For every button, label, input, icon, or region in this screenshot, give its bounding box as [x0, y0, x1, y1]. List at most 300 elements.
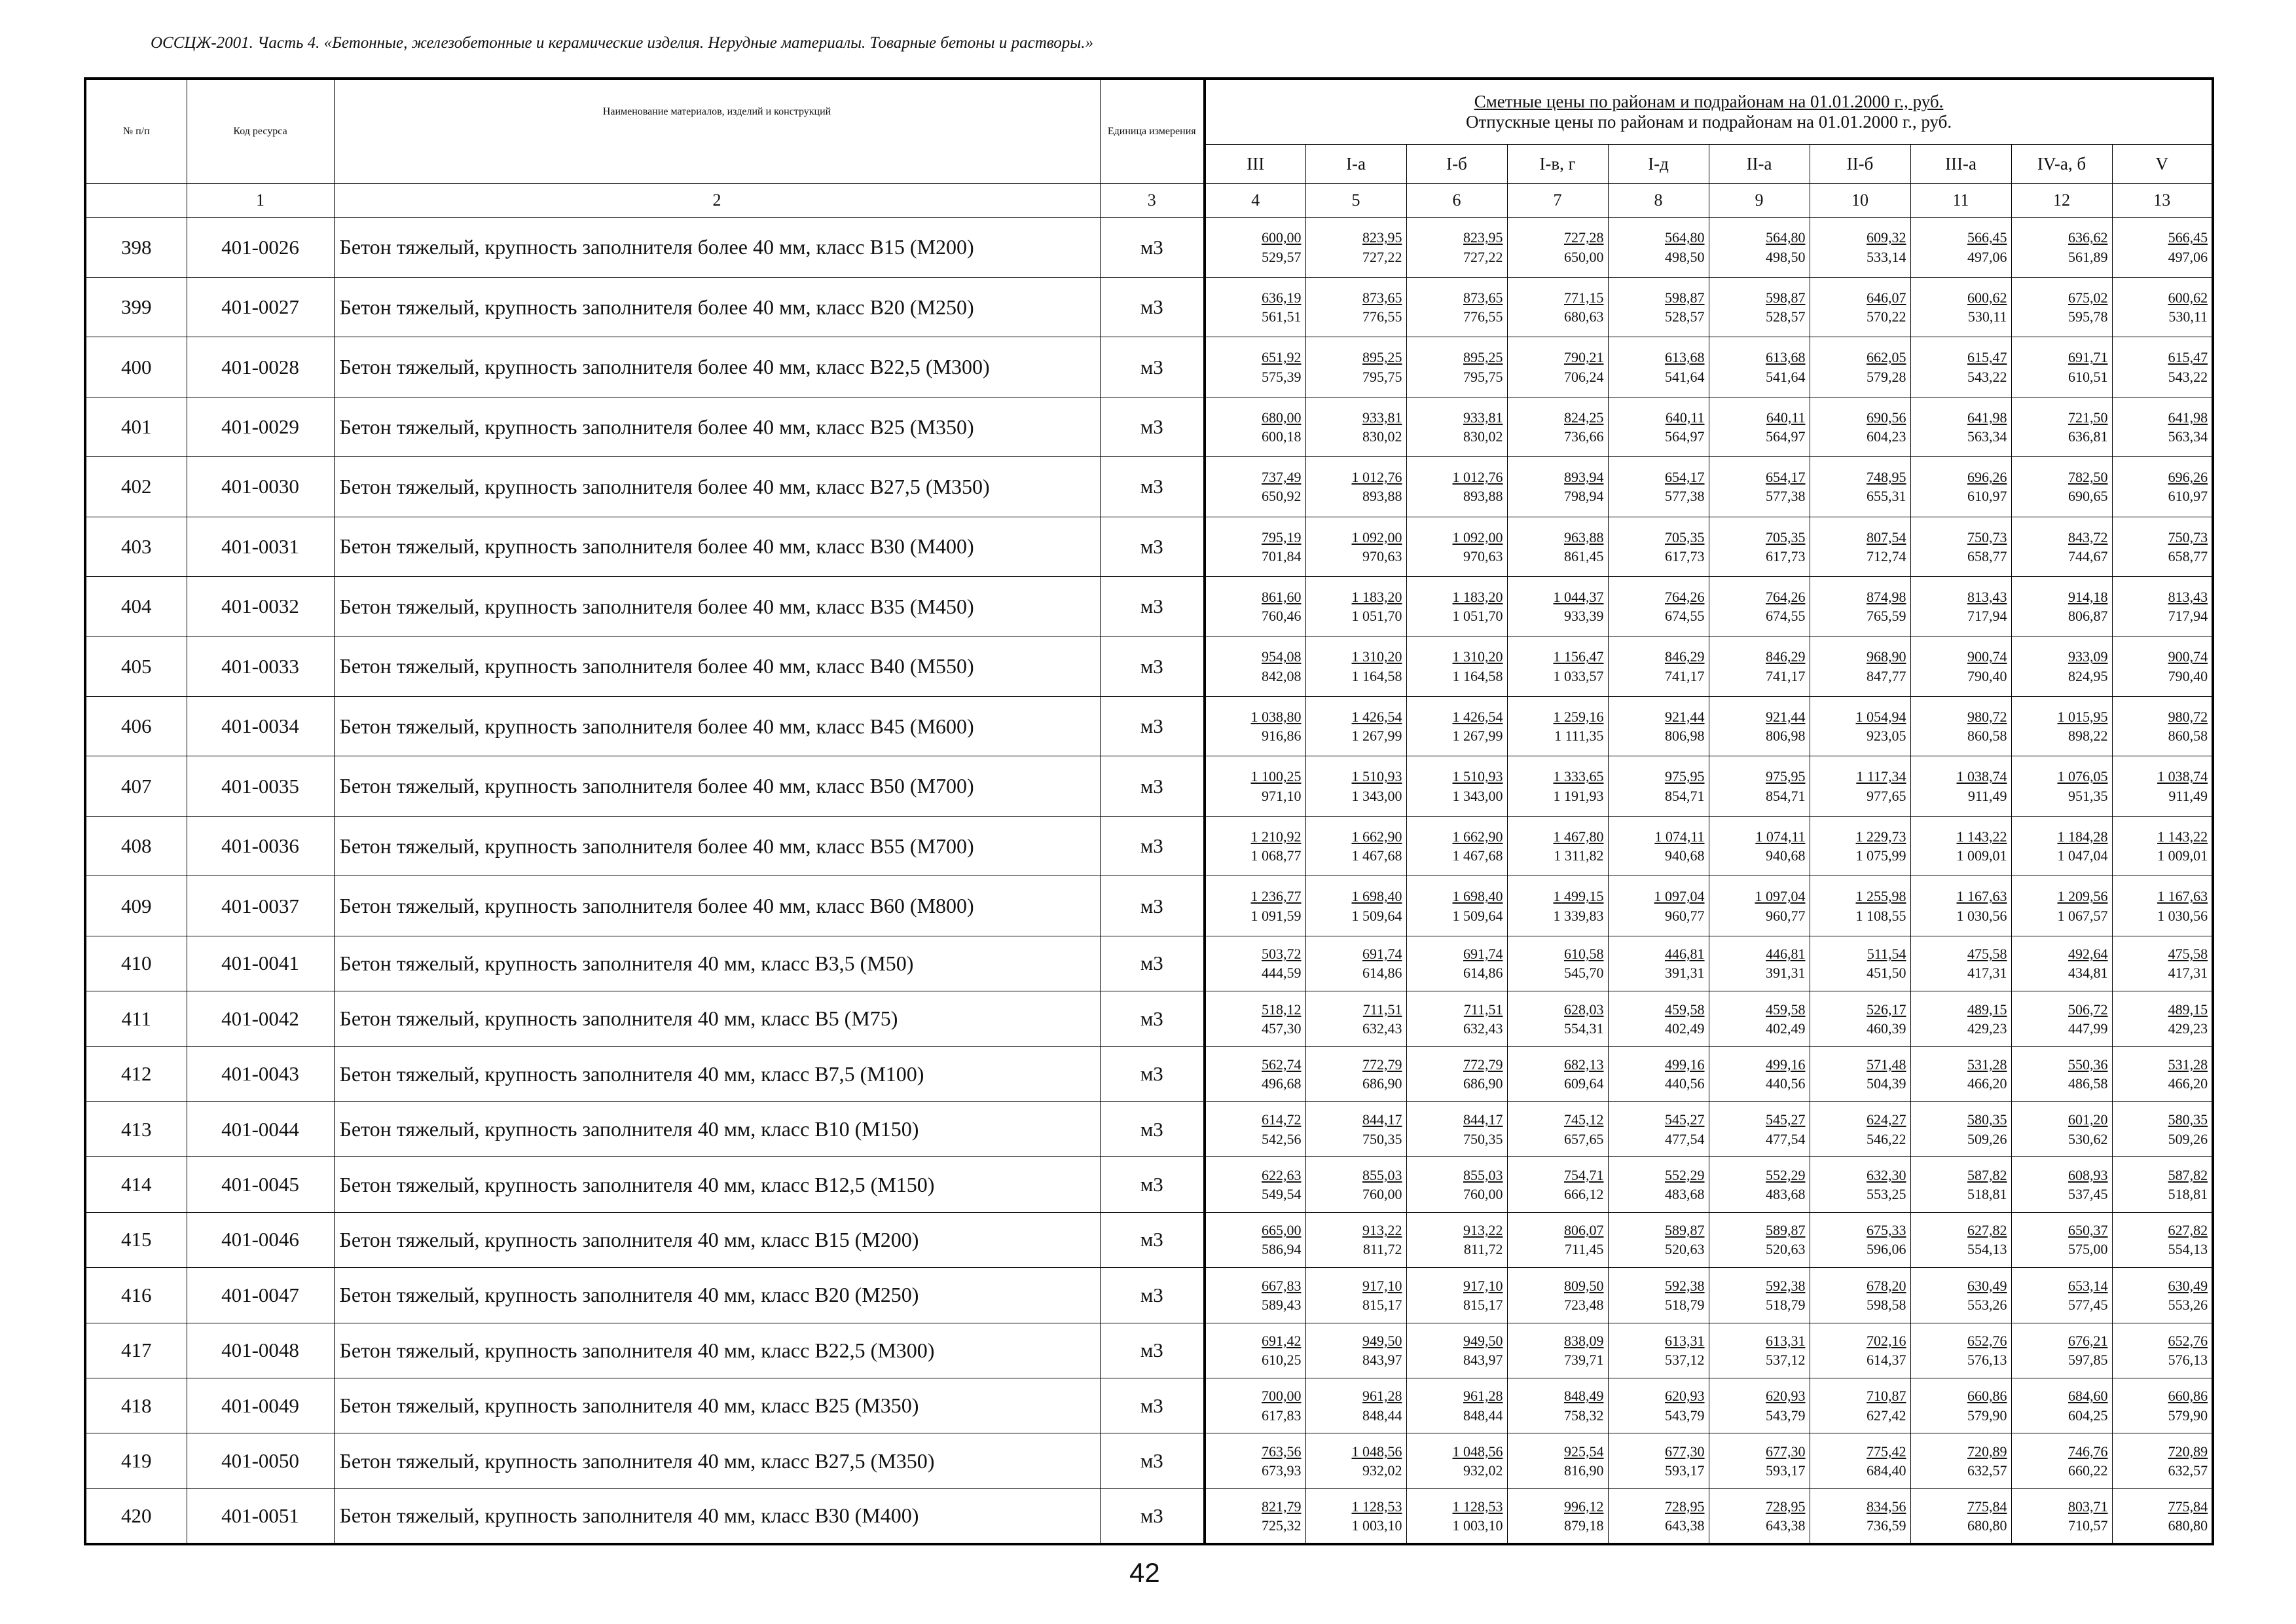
estimated-price: 608,93	[2068, 1166, 2108, 1183]
price-cell	[1205, 936, 1305, 991]
estimated-price: 650,37	[2068, 1222, 2108, 1239]
table-body	[85, 217, 2213, 1544]
table-row	[85, 816, 2213, 876]
price-cell	[1810, 756, 1910, 816]
estimated-price: 630,49	[2168, 1277, 2208, 1294]
price-cell	[1406, 697, 1507, 756]
resource-code: 401-0026	[187, 217, 334, 277]
release-price: 658,77	[2168, 547, 2208, 564]
price-cell	[1810, 1046, 1910, 1101]
estimated-price: 640,11	[1766, 409, 1806, 426]
region-header: V	[2112, 144, 2213, 183]
unit-of-measure: м3	[1100, 1488, 1205, 1544]
price-cell	[1608, 816, 1709, 876]
row-index: 409	[85, 876, 187, 936]
release-price: 545,70	[1564, 965, 1604, 982]
estimated-price: 1 038,74	[1956, 768, 2007, 785]
price-cell	[1205, 1433, 1305, 1488]
resource-code: 401-0050	[187, 1433, 334, 1488]
price-cell	[1205, 637, 1305, 696]
estimated-price: 1 310,20	[1452, 648, 1503, 665]
price-cell	[1406, 816, 1507, 876]
price-cell	[1810, 876, 1910, 936]
release-price: 739,71	[1564, 1352, 1604, 1369]
resource-code: 401-0041	[187, 936, 334, 991]
release-price: 537,45	[2068, 1186, 2108, 1203]
release-price: 655,31	[1867, 488, 1906, 505]
release-price: 586,94	[1262, 1241, 1302, 1258]
table-row	[85, 1212, 2213, 1267]
estimated-price: 764,26	[1665, 589, 1705, 606]
release-price: 741,17	[1766, 667, 1806, 684]
unit-of-measure: м3	[1100, 577, 1205, 637]
estimated-price: 589,87	[1766, 1222, 1806, 1239]
release-price: 610,25	[1262, 1352, 1302, 1369]
resource-code: 401-0051	[187, 1488, 334, 1544]
price-cell	[1406, 1268, 1507, 1323]
release-price: 977,65	[1867, 787, 1906, 804]
release-price: 932,02	[1362, 1462, 1402, 1479]
price-cell	[1406, 1101, 1507, 1156]
price-cell	[1910, 816, 2011, 876]
estimated-price: 630,49	[1967, 1277, 2007, 1294]
column-number: 1	[187, 183, 334, 217]
price-cell	[1507, 936, 1608, 991]
price-cell	[1608, 936, 1709, 991]
estimated-price: 764,26	[1766, 589, 1806, 606]
price-cell	[2112, 1268, 2213, 1323]
table-row	[85, 517, 2213, 576]
price-cell	[1709, 1101, 1810, 1156]
region-header: IV-а, б	[2011, 144, 2112, 183]
table-row	[85, 1268, 2213, 1323]
estimated-price: 492,64	[2068, 946, 2108, 963]
estimated-price: 662,05	[1867, 349, 1906, 366]
estimated-price: 613,68	[1766, 349, 1806, 366]
estimated-price: 552,29	[1665, 1166, 1705, 1183]
estimated-price: 1 117,34	[1856, 768, 1906, 785]
price-cell	[1305, 1378, 1406, 1433]
release-price: 706,24	[1564, 368, 1604, 385]
estimated-price: 813,43	[2168, 589, 2208, 606]
release-price: 417,31	[1967, 965, 2007, 982]
release-price: 617,73	[1665, 547, 1705, 564]
estimated-price: 1 128,53	[1351, 1498, 1402, 1515]
price-cell	[1810, 217, 1910, 277]
price-cell	[1406, 277, 1507, 337]
price-cell	[1406, 457, 1507, 517]
estimated-price: 446,81	[1665, 946, 1705, 963]
material-name: Бетон тяжелый, крупность заполнителя более 40 мм, класс В22,5 (М300)	[334, 337, 1100, 397]
estimated-price: 721,50	[2068, 409, 2108, 426]
release-price: 632,57	[1967, 1462, 2007, 1479]
table-row	[85, 1433, 2213, 1488]
estimated-price: 893,94	[1564, 469, 1604, 486]
table-row	[85, 1488, 2213, 1544]
release-price: 440,56	[1766, 1075, 1806, 1092]
release-price: 879,18	[1564, 1517, 1604, 1534]
unit-of-measure: м3	[1100, 936, 1205, 991]
estimated-price: 771,15	[1564, 289, 1604, 306]
price-cell	[1810, 517, 1910, 576]
estimated-price: 628,03	[1564, 1001, 1604, 1018]
table-row	[85, 337, 2213, 397]
prices-estimated-title: Сметные цены по районам и подрайонам на 01.01.2000 г., руб.	[1474, 91, 1944, 111]
release-price: 1 003,10	[1452, 1517, 1503, 1534]
estimated-price: 961,28	[1463, 1388, 1503, 1405]
unit-of-measure: м3	[1100, 637, 1205, 696]
price-cell	[1205, 577, 1305, 637]
price-cell	[1608, 277, 1709, 337]
col-header-index: № п/п	[85, 79, 187, 183]
release-price: 1 067,57	[2057, 907, 2108, 924]
release-price: 898,22	[2068, 728, 2108, 745]
estimated-price: 696,26	[2168, 469, 2208, 486]
release-price: 543,79	[1665, 1407, 1705, 1424]
price-cell	[1810, 1157, 1910, 1212]
table-row	[85, 936, 2213, 991]
price-cell	[1810, 337, 1910, 397]
price-cell	[1608, 876, 1709, 936]
release-price: 717,94	[1967, 608, 2007, 625]
price-cell	[1507, 397, 1608, 456]
column-number: 8	[1608, 183, 1709, 217]
estimated-price: 1 229,73	[1855, 828, 1906, 845]
price-cell	[1810, 1268, 1910, 1323]
release-price: 727,22	[1463, 248, 1503, 265]
price-cell	[1205, 1323, 1305, 1378]
price-cell	[1205, 217, 1305, 277]
price-cell	[1205, 991, 1305, 1046]
price-cell	[1608, 1268, 1709, 1323]
release-price: 1 343,00	[1452, 787, 1503, 804]
estimated-price: 609,32	[1867, 229, 1906, 246]
release-price: 790,40	[1967, 667, 2007, 684]
price-cell	[1709, 577, 1810, 637]
price-cell	[2011, 991, 2112, 1046]
price-cell	[1205, 697, 1305, 756]
estimated-price: 963,88	[1564, 528, 1604, 545]
estimated-price: 475,58	[1967, 946, 2007, 963]
release-price: 1 267,99	[1452, 728, 1503, 745]
price-cell	[1507, 816, 1608, 876]
price-cell	[2011, 697, 2112, 756]
release-price: 576,13	[2168, 1352, 2208, 1369]
release-price: 658,77	[1967, 547, 2007, 564]
release-price: 597,85	[2068, 1352, 2108, 1369]
price-cell	[2112, 1212, 2213, 1267]
release-price: 830,02	[1362, 428, 1402, 445]
release-price: 860,58	[1967, 728, 2007, 745]
column-number: 2	[334, 183, 1100, 217]
estimated-price: 1 698,40	[1351, 888, 1402, 905]
estimated-price: 895,25	[1463, 349, 1503, 366]
price-cell	[1507, 1046, 1608, 1101]
unit-of-measure: м3	[1100, 1101, 1205, 1156]
estimated-price: 1 698,40	[1452, 888, 1503, 905]
material-name: Бетон тяжелый, крупность заполнителя более 40 мм, класс В20 (М250)	[334, 277, 1100, 337]
price-cell	[2011, 1378, 2112, 1433]
material-name: Бетон тяжелый, крупность заполнителя более 40 мм, класс В15 (М200)	[334, 217, 1100, 277]
release-price: 680,80	[2168, 1517, 2208, 1534]
release-price: 854,71	[1665, 787, 1705, 804]
release-price: 577,45	[2068, 1296, 2108, 1313]
estimated-price: 1 333,65	[1553, 768, 1604, 785]
price-cell	[1305, 337, 1406, 397]
estimated-price: 711,51	[1463, 1001, 1503, 1018]
row-index: 411	[85, 991, 187, 1046]
unit-of-measure: м3	[1100, 1268, 1205, 1323]
price-cell	[2112, 1488, 2213, 1544]
release-price: 760,00	[1463, 1186, 1503, 1203]
estimated-price: 1 662,90	[1351, 828, 1402, 845]
estimated-price: 489,15	[1967, 1001, 2007, 1018]
column-number: 12	[2011, 183, 2112, 217]
release-price: 579,90	[1967, 1407, 2007, 1424]
release-price: 561,89	[2068, 248, 2108, 265]
release-price: 951,35	[2068, 787, 2108, 804]
release-price: 741,17	[1665, 667, 1705, 684]
release-price: 563,34	[1967, 428, 2007, 445]
column-number-row	[85, 183, 2213, 217]
price-cell	[1305, 1323, 1406, 1378]
row-index: 399	[85, 277, 187, 337]
price-cell	[1507, 577, 1608, 637]
price-cell	[2112, 1323, 2213, 1378]
release-price: 1 051,70	[1452, 608, 1503, 625]
release-price: 553,26	[2168, 1296, 2208, 1313]
estimated-price: 680,00	[1262, 409, 1302, 426]
estimated-price: 917,10	[1362, 1277, 1402, 1294]
estimated-price: 531,28	[2168, 1056, 2208, 1073]
price-cell	[1910, 217, 2011, 277]
price-cell	[1406, 1157, 1507, 1212]
price-cell	[1406, 517, 1507, 576]
estimated-price: 600,62	[2168, 289, 2208, 306]
estimated-price: 613,31	[1665, 1333, 1705, 1349]
column-number: 7	[1507, 183, 1608, 217]
release-price: 1 164,58	[1452, 667, 1503, 684]
estimated-price: 653,14	[2068, 1277, 2108, 1294]
estimated-price: 710,87	[1867, 1388, 1906, 1405]
release-price: 429,23	[1967, 1020, 2007, 1037]
estimated-price: 806,07	[1564, 1222, 1604, 1239]
price-cell	[2011, 816, 2112, 876]
estimated-price: 705,35	[1665, 528, 1705, 545]
price-cell	[1507, 697, 1608, 756]
release-price: 916,86	[1262, 728, 1302, 745]
estimated-price: 613,68	[1665, 349, 1705, 366]
estimated-price: 996,12	[1564, 1498, 1604, 1515]
price-cell	[1205, 457, 1305, 517]
estimated-price: 552,29	[1766, 1166, 1806, 1183]
price-cell	[1608, 217, 1709, 277]
release-price: 970,63	[1463, 547, 1503, 564]
release-price: 1 051,70	[1351, 608, 1402, 625]
release-price: 614,86	[1463, 965, 1503, 982]
resource-code: 401-0031	[187, 517, 334, 576]
estimated-price: 678,20	[1867, 1277, 1906, 1294]
estimated-price: 813,43	[1967, 589, 2007, 606]
price-cell	[2011, 637, 2112, 696]
release-price: 579,28	[1867, 368, 1906, 385]
release-price: 1 467,68	[1351, 847, 1402, 864]
release-price: 674,55	[1665, 608, 1705, 625]
estimated-price: 676,21	[2068, 1333, 2108, 1349]
estimated-price: 1 426,54	[1351, 708, 1402, 725]
estimated-price: 834,56	[1867, 1498, 1906, 1515]
price-cell	[1910, 1323, 2011, 1378]
price-cell	[1205, 517, 1305, 576]
price-cell	[2011, 1046, 2112, 1101]
estimated-price: 665,00	[1262, 1222, 1302, 1239]
estimated-price: 1 510,93	[1351, 768, 1402, 785]
estimated-price: 1 259,16	[1553, 708, 1604, 725]
price-cell	[2112, 991, 2213, 1046]
price-cell	[1608, 637, 1709, 696]
price-cell	[2011, 1488, 2112, 1544]
price-cell	[2112, 1378, 2213, 1433]
column-number	[85, 183, 187, 217]
estimated-price: 667,83	[1262, 1277, 1302, 1294]
estimated-price: 564,80	[1665, 229, 1705, 246]
price-cell	[1910, 697, 2011, 756]
estimated-price: 646,07	[1867, 289, 1906, 306]
release-price: 717,94	[2168, 608, 2208, 625]
release-price: 589,43	[1262, 1296, 1302, 1313]
release-price: 593,17	[1665, 1462, 1705, 1479]
estimated-price: 598,87	[1766, 289, 1806, 306]
release-price: 541,64	[1665, 368, 1705, 385]
release-price: 457,30	[1262, 1020, 1302, 1037]
release-price: 466,20	[1967, 1075, 2007, 1092]
price-cell	[1205, 337, 1305, 397]
table-row	[85, 217, 2213, 277]
release-price: 911,49	[2168, 787, 2208, 804]
price-cell	[1507, 457, 1608, 517]
release-price: 842,08	[1262, 667, 1302, 684]
release-price: 636,81	[2068, 428, 2108, 445]
estimated-price: 615,47	[2168, 349, 2208, 366]
price-cell	[1305, 1157, 1406, 1212]
resource-code: 401-0049	[187, 1378, 334, 1433]
release-price: 684,40	[1867, 1462, 1906, 1479]
release-price: 518,79	[1665, 1296, 1705, 1313]
price-cell	[1305, 697, 1406, 756]
estimated-price: 675,33	[1867, 1222, 1906, 1239]
table-row	[85, 277, 2213, 337]
resource-code: 401-0034	[187, 697, 334, 756]
estimated-price: 651,92	[1262, 349, 1302, 366]
release-price: 529,57	[1262, 248, 1302, 265]
release-price: 604,23	[1867, 428, 1906, 445]
price-cell	[1608, 457, 1709, 517]
table-row	[85, 1378, 2213, 1433]
release-price: 815,17	[1362, 1296, 1402, 1313]
estimated-price: 1 076,05	[2057, 768, 2108, 785]
resource-code: 401-0042	[187, 991, 334, 1046]
table-row	[85, 876, 2213, 936]
price-cell	[2112, 816, 2213, 876]
price-cell	[1406, 936, 1507, 991]
price-cell	[1205, 876, 1305, 936]
estimated-price: 1 209,56	[2057, 888, 2108, 905]
price-cell	[1305, 1268, 1406, 1323]
estimated-price: 654,17	[1665, 469, 1705, 486]
price-cell	[1910, 756, 2011, 816]
estimated-price: 803,71	[2068, 1498, 2108, 1515]
row-index: 406	[85, 697, 187, 756]
price-cell	[2112, 217, 2213, 277]
price-cell	[1709, 1212, 1810, 1267]
resource-code: 401-0048	[187, 1323, 334, 1378]
release-price: 520,63	[1766, 1241, 1806, 1258]
region-header: III-а	[1910, 144, 2011, 183]
col-header-code: Код ресурса	[187, 79, 334, 183]
resource-code: 401-0043	[187, 1046, 334, 1101]
estimated-price: 782,50	[2068, 469, 2108, 486]
estimated-price: 600,62	[1967, 289, 2007, 306]
release-price: 1 509,64	[1351, 907, 1402, 924]
material-name: Бетон тяжелый, крупность заполнителя более 40 мм, класс В30 (М400)	[334, 517, 1100, 576]
estimated-price: 620,93	[1665, 1388, 1705, 1405]
price-cell	[2011, 1323, 2112, 1378]
resource-code: 401-0036	[187, 816, 334, 876]
estimated-price: 933,81	[1362, 409, 1402, 426]
price-cell	[1608, 756, 1709, 816]
price-cell	[1507, 637, 1608, 696]
estimated-price: 925,54	[1564, 1443, 1604, 1460]
price-cell	[1709, 876, 1810, 936]
price-cell	[2112, 1046, 2213, 1101]
estimated-price: 446,81	[1766, 946, 1806, 963]
price-cell	[1910, 397, 2011, 456]
release-price: 911,49	[1967, 787, 2007, 804]
price-cell	[1910, 1101, 2011, 1156]
release-price: 497,06	[2168, 248, 2208, 265]
estimated-price: 1 038,74	[2157, 768, 2208, 785]
price-cell	[1709, 697, 1810, 756]
estimated-price: 518,12	[1262, 1001, 1302, 1018]
estimated-price: 624,27	[1867, 1111, 1906, 1128]
price-cell	[2011, 1212, 2112, 1267]
estimated-price: 506,72	[2068, 1001, 2108, 1018]
estimated-price: 750,73	[1967, 528, 2007, 545]
estimated-price: 615,47	[1967, 349, 2007, 366]
release-price: 650,92	[1262, 488, 1302, 505]
release-price: 1 047,04	[2057, 847, 2108, 864]
price-cell	[1810, 1101, 1910, 1156]
release-price: 1 267,99	[1351, 728, 1402, 745]
row-index: 415	[85, 1212, 187, 1267]
estimated-price: 728,95	[1766, 1498, 1806, 1515]
price-cell	[1507, 1101, 1608, 1156]
price-cell	[1810, 991, 1910, 1046]
price-cell	[1507, 991, 1608, 1046]
release-price: 1 009,01	[1956, 847, 2007, 864]
price-cell	[1305, 277, 1406, 337]
release-price: 971,10	[1262, 787, 1302, 804]
price-cell	[1709, 337, 1810, 397]
release-price: 750,35	[1362, 1130, 1402, 1147]
price-cell	[1608, 1378, 1709, 1433]
column-number: 11	[1910, 183, 2011, 217]
price-cell	[1608, 1157, 1709, 1212]
release-price: 528,57	[1766, 308, 1806, 325]
estimated-price: 711,51	[1362, 1001, 1402, 1018]
release-price: 543,79	[1766, 1407, 1806, 1424]
price-cell	[1507, 1378, 1608, 1433]
